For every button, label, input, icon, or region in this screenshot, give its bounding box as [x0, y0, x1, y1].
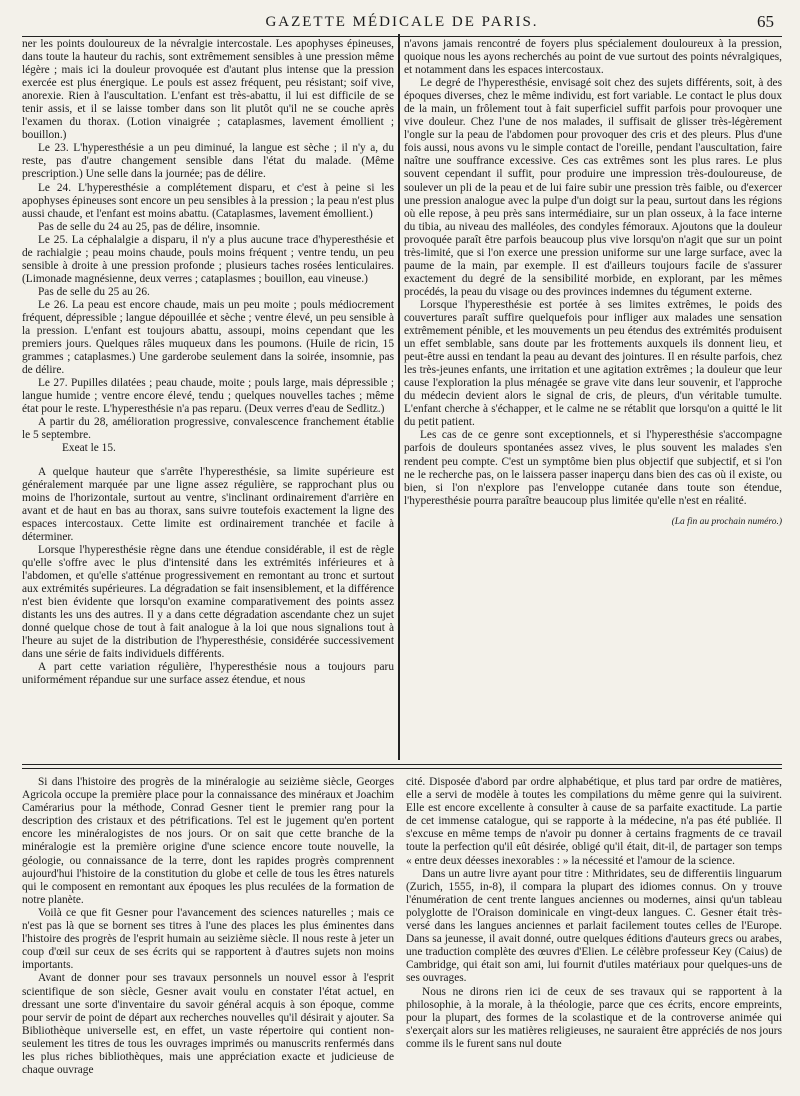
paragraph: Les cas de ce genre sont exceptionnels, et si l'hyperesthésie s'accompagne parfois de douleurs spontanées assez vives, le plus souvent les malades s'en rendent peu compte. C'est un symptôme bien plus objectif que subjectif, et si l'on ne le recherche pas, on le laissera passer inaperçu dans bien des cas où il existe, ou bien, si l'on n'explore pas l'enveloppe cutanée dans toute son étendue, l'hyperesthésie pourra paraître beaucoup plus limitée qu'elle n'est en réalité.: [404, 429, 782, 507]
feuilleton-section: [22, 776, 782, 1090]
column-divider: [398, 34, 400, 760]
paragraph: Le 25. La céphalalgie a disparu, il n'y a plus aucune trace d'hyperesthésie et de rachialgie ; peau moins chaude, pouls moins fréquent ; ventre tendu, un peu sensible à droite à une pression profonde ; plusieurs taches rosées lenticulaires. (Limonade magnésienne, deux verres ; cataplasmes ; bouillon, eau vineuse.): [22, 233, 394, 285]
bottom-right-column: [406, 776, 782, 1090]
paragraph: A partir du 28, amélioration progressive, convalescence franchement établie le 5 septembre.: [22, 416, 394, 442]
page-number: 65: [757, 12, 774, 31]
paragraph: Le 27. Pupilles dilatées ; peau chaude, moite ; pouls large, mais dépressible ; langue humide ; ventre encore élevé, tendu ; quelques nouvelles taches ; même état pour le reste. L'hyperesthésie n'a pas reparu. (Deux verres d'eau de Sedlitz.): [22, 377, 394, 416]
paragraph: Le 26. La peau est encore chaude, mais un peu moite ; pouls médiocrement fréquent, dépressible ; langue dépouillée et sèche ; ventre élevé, un peu sensible à la pression. L'enfant est toujours abattu, assoupi, moins cependant que les premiers jours. Quelques râles muqueux dans les poumons. (Huile de ricin, 15 grammes ; cataplasmes.) Une garderobe seulement dans la soirée, insomnie, pas de délire.: [22, 298, 394, 377]
paragraph: Pas de selle du 24 au 25, pas de délire, insomnie.: [38, 220, 261, 233]
paragraph: Exeat le 15.: [62, 442, 116, 455]
paragraph: ner les points douloureux de la névralgie intercostale. Les apophyses épineuses, dans toute la hauteur du rachis, sont extrêmement sensibles à une pression même légère ; mais ici la douleur provoquée est d'autant plus intense que la pression exercée est plus énergique. Le pouls est assez fréquent, peu résistant; soif vive, anorexie. Rien à l'auscultation. L'enfant est très-abattu, il lui est difficile de se tenir assis, et il se laisse tomber dans son lit plutôt qu'il ne se couche après l'examen du thorax. (Lotion vinaigrée ; cataplasmes, lavement émollient ; bouillon.): [22, 38, 394, 142]
paragraph: Si dans l'histoire des progrès de la minéralogie au seizième siècle, Georges Agricola occupe la première place pour la connaissance des minéraux et Joachim Camérarius pour la méthode, Conrad Gesner tient le premier rang pour la description des cristaux et des pétrifications. Tel est le jugement qu'en portent encore les minéralogistes de nos jours. Or on sait que cette branche de la minéralogie est la première origine d'une science encore toute nouvelle, la géologie, ou connaissance de la terre, dont les rapides progrès comprennent aujourd'hui l'histoire de la constitution du globe et celle de tous les êtres naturels qui le composent en remontant aux époques les plus reculées de la formation de notre planète.: [22, 776, 394, 906]
bottom-left-column: [22, 776, 394, 1090]
paragraph: Le 24. L'hyperesthésie a complétement disparu, et c'est à peine si les apophyses épineuses sont encore un peu sensibles à la pression ; la peau n'est plus aussi chaude, et l'enfant est moins abattu. (Cataplasmes, lavement émollient.): [22, 181, 394, 220]
paragraph: Avant de donner pour ses travaux personnels un nouvel essor à l'esprit scientifique de son siècle, Gesner avait voulu en constater l'état actuel, en dressant une sorte d'inventaire du savoir général acquis à son époque, comme pour servir de point de départ aux recherches nouvelles qu'il désirait y ajouter. Sa Bibliothèque universelle est, en effet, un vaste répertoire qui contient non-seulement les titres de tous les ouvrages imprimés ou manuscrits renfermés dans les plus riches bibliothèques, mais une appréciation exacte et judicieuse de chaque ouvrage: [22, 972, 394, 1077]
paragraph: Le degré de l'hyperesthésie, envisagé soit chez des sujets différents, soit, à des époques diverses, chez le même individu, est fort variable. Le contact le plus doux de la main, un frôlement tout à fait superficiel suffit parfois pour provoquer une vive douleur. Chez l'une de nos malades, il suffisait de glisser très-légèrement l'ongle sur la peau de l'abdomen pour provoquer des cris et des pleurs. Plus d'une fois aussi, nous avons vu le simple contact de l'oreille, pendant l'auscultation, faire naître une souffrance excessive. Ces cas extrêmes sont les plus rares. Le plus souvent cependant il suffit, pour produire une impression très-douloureuse, de soulever un pli de la peau et de lui faire subir une pression très faible, ou d'exercer une pression analogue avec la pulpe d'un doigt sur la peau, surtout dans les régions où elle repose, à peu près sans intermédiaire, sur un plan osseux, à la face interne du tibia, au niveau des malléoles, des condyles fémoraux. Ajoutons que la douleur provoquée paraît être parfois beaucoup plus vive lorsqu'on n'agit que sur un point très-limité, que si l'on exerce une pression uniforme sur une large surface, avec la paume de la main, par exemple. Il est d'ailleurs toujours facile de s'assurer exactement du degré de la sensibilité morbide, en explorant, par les mêmes procédés, la peau du visage ou des provinces indemnes du tégument externe.: [404, 77, 782, 298]
section-divider: [22, 764, 782, 769]
paragraph: A part cette variation régulière, l'hyperesthésie nous a toujours paru uniformément répandue sur une surface assez étendue, et nous: [22, 661, 394, 687]
paragraph: Lorsque l'hyperesthésie règne dans une étendue considérable, il est de règle qu'elle s'offre avec le plus d'intensité dans les extrémités inférieures et à l'abdomen, et qu'elle s'atténue progressivement en remontant au tronc et surtout aux extrémités supérieures. La dégradation se fait insensiblement, et la différence n'est bien évidente que lorsqu'on examine comparativement des points assez distants les uns des autres. Il y a dans cette dégradation ascendante chez un sujet donné quelque chose de tout à fait analogue à la loi que nous signalions tout à l'heure au sujet de la distribution de l'hyperesthésie, considérée successivement dans une série de faits individuels différents.: [22, 543, 394, 661]
paragraph: Nous ne dirons rien ici de ceux de ses travaux qui se rapportent à la philosophie, à la morale, à la théologie, parce que ces écrits, encore empreints, pour la plupart, des formes de la scolastique et de la controverse animée qui s'exerçait alors sur les matières religieuses, ne sauraient être appréciés de nos jours comme ils le furent sans nul doute: [406, 985, 782, 1050]
top-right-column: [404, 38, 782, 760]
continuation-note: (La fin au prochain numéro.): [671, 516, 782, 527]
paragraph: cité. Disposée d'abord par ordre alphabétique, et plus tard par ordre de matières, elle a servi de modèle à toutes les compilations du même genre qui la suivirent. Elle est encore excellente à consulter à cause de sa parfaite exactitude. La partie de cet immense catalogue, qui se rapporte à la médecine, n'a pas été publiée. Il s'excuse en même temps de n'avoir pu donner à certains fragments de ce travail toute la perfection qu'il eût désirée, obligé qu'il était, dit-il, de partager son temps « entre deux déesses inexorables : » la nécessité et l'amour de la science.: [406, 776, 782, 867]
article-top-section: [22, 38, 782, 760]
paragraph: A quelque hauteur que s'arrête l'hyperesthésie, sa limite supérieure est généralement marquée par une ligne assez régulière, se rapprochant plus ou moins de l'horizontale, surtout au ventre, s'inclinant ordinairement d'arrière en avant et de haut en bas au thorax, sans suivre toutefois exactement la ligne des espaces intercostaux. Cette limite est ordinairement tranchée et facile à déterminer.: [22, 465, 394, 543]
paragraph: n'avons jamais rencontré de foyers plus spécialement douloureux à la pression, quoique nous les ayons recherchés au point de vue surtout des points névralgiques, et notamment dans les espaces intercostaux.: [404, 38, 782, 77]
page-header: [22, 8, 782, 37]
top-left-column: [22, 38, 394, 760]
journal-title: GAZETTE MÉDICALE DE PARIS.: [265, 14, 539, 30]
paragraph: Le 23. L'hyperesthésie a un peu diminué, la langue est sèche ; il n'y a, du reste, pas d'autre changement sensible dans l'état du malade. (Même prescription.) Une selle dans la journée; pas de délire.: [22, 142, 394, 181]
paragraph: Lorsque l'hyperesthésie est portée à ses limites extrêmes, le poids des couvertures paraît suffire quelquefois pour infliger aux malades une sensation extrêmement pénible, et les mouvements un peu étendus des extrémités produisent un effet semblable, sans doute par les frottements auxquels ils donnent lieu, et peut-être aussi en tendant la peau au devant des jointures. Il en résulte parfois, chez les très-jeunes enfants, une irritation et une agitation extrêmes ; la douleur que leur cause l'exploration la plus ménagée se grave vite dans leur souvenir, et l'approche du médecin devient alors le signal de cris, de pleurs, d'un véritable tumulte. L'enfant cherche à s'échapper, et le calme ne se rétablit que lorsqu'on a quitté le lit du petit patient.: [404, 298, 782, 429]
paragraph: Dans un autre livre ayant pour titre : Mithridates, seu de differentiis linguarum (Zurich, 1555, in-8), il compara la plupart des idiomes connus. On y trouve l'énumération de cent trente langues anciennes ou modernes, ainsi qu'un tableau polyglotte de l'Oraison dominicale en vingt-deux langues. C. Gesner était très-versé dans les langues anciennes et parlait facilement toutes celles de l'Europe. Dans sa jeunesse, il avait donné, outre quelques éditions d'auteurs grecs ou arabes, une traduction complète des œuvres d'Elien. Le célèbre professeur Key (Caius) de Cambridge, qui était son ami, lui fournit d'utiles matériaux pour quelques-uns de ses ouvrages.: [406, 867, 782, 985]
paragraph: Voilà ce que fit Gesner pour l'avancement des sciences naturelles ; mais ce n'est pas là que se bornent ses titres à l'une des places les plus éminentes dans l'histoire des progrès de l'esprit humain au seizième siècle. Il nous reste à jeter un coup d'œil sur ceux de ses écrits qui se rapportent à d'autres sujets non moins importants.: [22, 906, 394, 972]
paragraph: Pas de selle du 25 au 26.: [38, 285, 150, 298]
